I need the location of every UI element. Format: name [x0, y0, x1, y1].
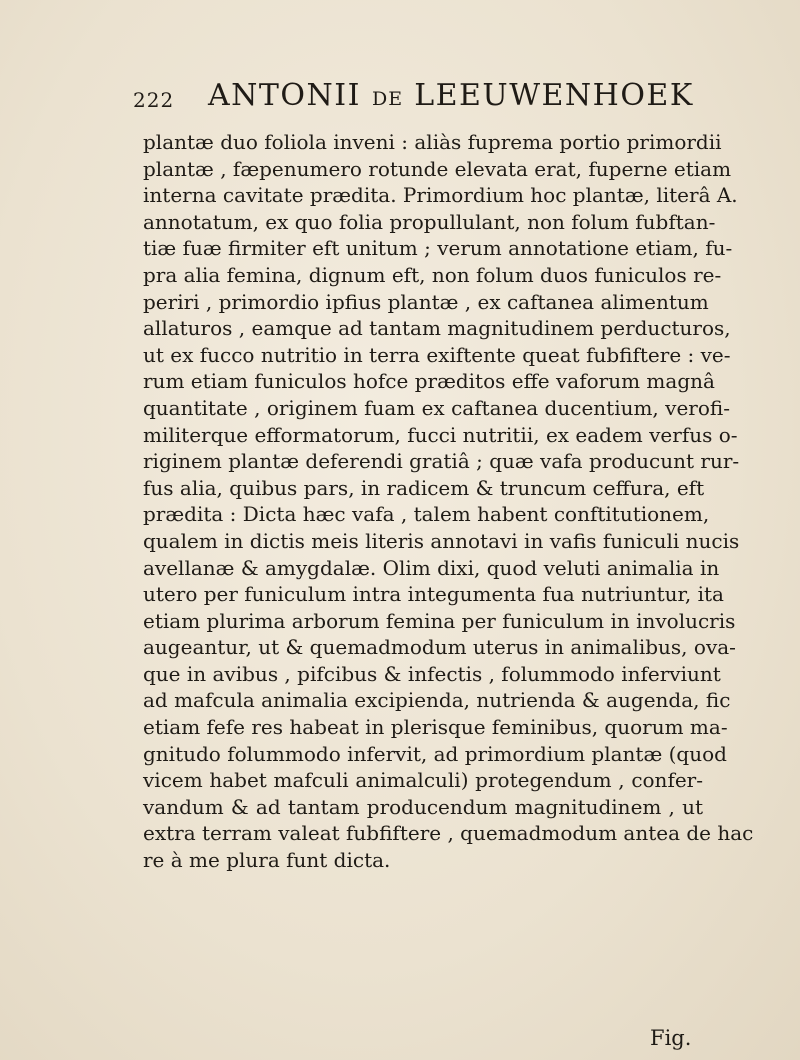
header-title — [208, 78, 694, 113]
text-line: qualem in dictis meis literis annotavi in vafis funiculi nucis — [143, 528, 740, 553]
text-line: militerque efformatorum, fucci nutritii, ex eadem verfus o- — [143, 422, 738, 447]
text-line: rum etiam funiculos hofce præditos effe vaforum magnâ — [143, 369, 715, 394]
text-line: riginem plantæ deferendi gratiâ ; quæ vafa producunt rur- — [143, 449, 740, 474]
text-line: interna cavitate prædita. Primordium hoc plantæ, literâ A. — [143, 183, 738, 208]
text-line: ad mafcula animalia excipienda, nutrienda & augenda, fic — [143, 688, 731, 713]
text-line: quantitate , originem fuam ex caftanea ducentium, verofi- — [143, 395, 730, 420]
text-line: allaturos , eamque ad tantam magnitudinem perducturos, — [143, 316, 731, 341]
text-line: utero per funiculum intra integumenta fua nutriuntur, ita — [143, 582, 724, 607]
text-line: re à me plura funt dicta. — [143, 848, 391, 873]
text-line: tiæ fuæ firmiter eft unitum ; verum annotatione etiam, fu- — [143, 236, 733, 261]
text-line: etiam plurima arborum femina per funiculum in involucris — [143, 608, 736, 633]
author-surname: LEEUWENHOEK — [414, 78, 694, 113]
text-line: plantæ duo foliola inveni : aliàs fuprema portio primordii — [143, 130, 722, 154]
text-line: que in avibus , pifcibus & infectis , folummodo inferviunt — [143, 661, 721, 686]
text-line: prædita : Dicta hæc vafa , talem habent conftitutionem, — [143, 502, 710, 527]
catchword: Fig. — [650, 1026, 692, 1050]
text-line: gnitudo folummodo infervit, ad primordium plantæ (quod — [143, 741, 727, 766]
text-line: extra terram valeat fubfiftere , quemadmodum antea de hac — [143, 821, 754, 846]
page-number: 222 — [133, 88, 175, 112]
text-line: augeantur, ut & quemadmodum uterus in animalibus, ova- — [143, 635, 736, 660]
text-line: avellanæ & amygdalæ. Olim dixi, quod veluti animalia in — [143, 555, 720, 580]
name-particle: DE — [372, 88, 404, 110]
text-line: periri , primordio ipfius plantæ , ex caftanea alimentum — [143, 289, 709, 314]
running-head — [130, 78, 700, 118]
author-forename: ANTONII — [208, 78, 361, 113]
text-line: etiam fefe res habeat in plerisque feminibus, quorum ma- — [143, 715, 728, 740]
text-line: plantæ , fæpenumero rotunde elevata erat, fuperne etiam — [143, 156, 732, 181]
text-line: fus alia, quibus pars, in radicem & truncum ceffura, eft — [143, 475, 705, 500]
text-line: vicem habet mafculi animalculi) protegendum , confer- — [143, 768, 703, 793]
body-text — [143, 129, 754, 874]
text-line: pra alia femina, dignum eft, non folum duos funiculos re- — [143, 262, 722, 287]
text-line: annotatum, ex quo folia propullulant, non folum fubftan- — [143, 209, 716, 234]
text-line: vandum & ad tantam producendum magnitudinem , ut — [143, 794, 703, 819]
text-line: ut ex fucco nutritio in terra exiftente queat fubfiftere : ve- — [143, 342, 731, 367]
